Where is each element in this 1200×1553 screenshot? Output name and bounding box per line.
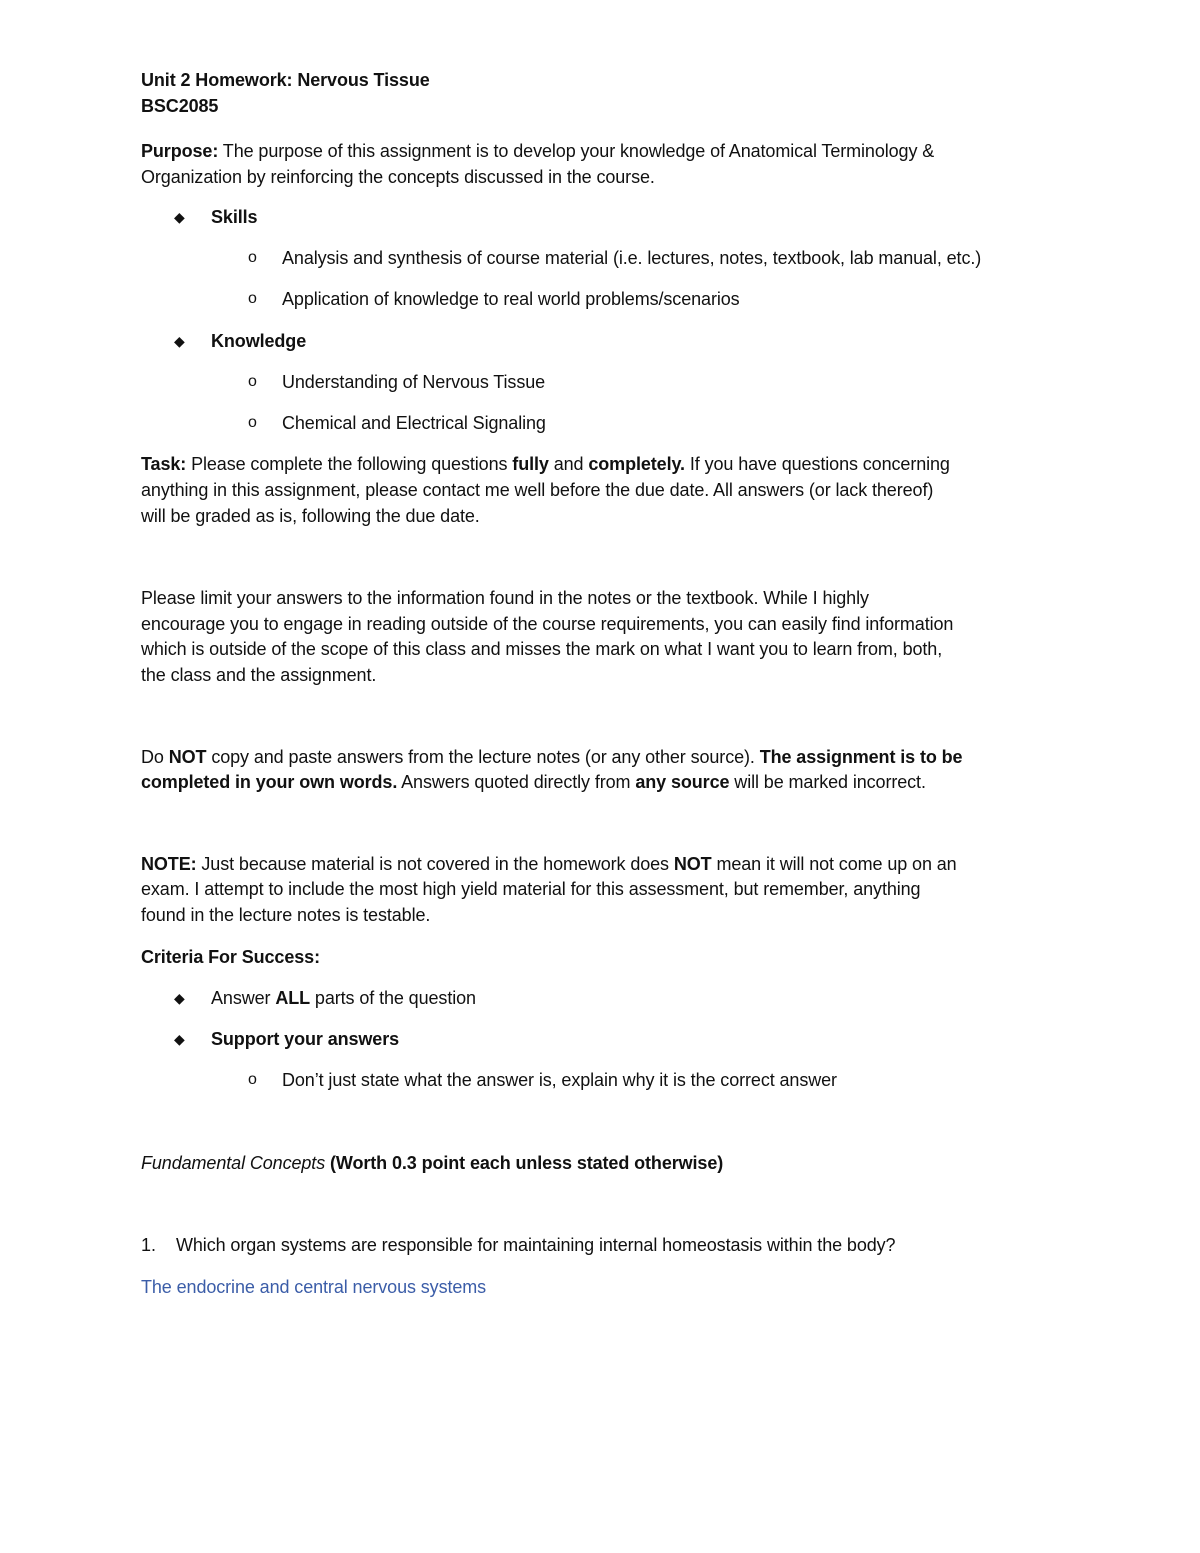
task-label: Task: xyxy=(141,454,187,474)
copy-line-1: Do NOT copy and paste answers from the lecture notes (or any other source). The assignment is to be xyxy=(141,747,963,767)
course-code: BSC2085 xyxy=(141,96,219,116)
bullet-icon: ◆ xyxy=(174,209,185,225)
limit-line-1: Please limit your answers to the information found in the notes or the textbook. While I highly xyxy=(141,588,869,608)
criteria-item-2: Support your answers xyxy=(211,1029,400,1049)
skills-label: Skills xyxy=(211,207,258,227)
bullet-icon: ◆ xyxy=(174,990,185,1006)
document-title: Unit 2 Homework: Nervous Tissue xyxy=(141,70,430,90)
bullet-icon: ◆ xyxy=(174,333,185,349)
criteria-sub-item: Don’t just state what the answer is, explain why it is the correct answer xyxy=(282,1070,837,1090)
knowledge-item-2: Chemical and Electrical Signaling xyxy=(282,413,546,433)
criteria-item-1: Answer ALL parts of the question xyxy=(211,988,476,1008)
knowledge-item-1: Understanding of Nervous Tissue xyxy=(282,372,546,392)
criteria-heading: Criteria For Success: xyxy=(141,947,320,967)
limit-line-2: encourage you to engage in reading outside of the course requirements, you can easily find information xyxy=(141,614,954,634)
bullet-icon: ◆ xyxy=(174,1031,185,1047)
circle-bullet-icon: o xyxy=(248,414,257,431)
note-label: NOTE: xyxy=(141,854,197,874)
knowledge-label: Knowledge xyxy=(211,331,307,351)
question-1-answer: The endocrine and central nervous systems xyxy=(141,1277,487,1297)
question-number: 1. xyxy=(141,1235,157,1255)
purpose-label: Purpose: xyxy=(141,141,219,161)
task-line-1: Task: Please complete the following questions fully and completely. If you have questions concerning xyxy=(141,454,950,474)
task-line-3: will be graded as is, following the due date. xyxy=(141,506,480,526)
limit-line-4: the class and the assignment. xyxy=(141,665,377,685)
skills-item-2: Application of knowledge to real world problems/scenarios xyxy=(282,289,740,309)
circle-bullet-icon: o xyxy=(248,373,257,390)
copy-line-2: completed in your own words. Answers quoted directly from any source will be marked incorrect. xyxy=(141,772,926,792)
circle-bullet-icon: o xyxy=(248,290,257,307)
circle-bullet-icon: o xyxy=(248,249,257,266)
skills-item-1: Analysis and synthesis of course material (i.e. lectures, notes, textbook, lab manual, etc.) xyxy=(282,248,982,268)
task-line-2: anything in this assignment, please contact me well before the due date. All answers (or lack thereof) xyxy=(141,480,934,500)
purpose-line-1: Purpose: The purpose of this assignment is to develop your knowledge of Anatomical Terminology & xyxy=(141,141,935,161)
circle-bullet-icon: o xyxy=(248,1071,257,1088)
note-line-3: found in the lecture notes is testable. xyxy=(141,905,431,925)
note-line-2: exam. I attempt to include the most high yield material for this assessment, but remember, anything xyxy=(141,879,921,899)
note-line-1: NOTE: Just because material is not covered in the homework does NOT mean it will not come up on an xyxy=(141,854,957,874)
section-heading: Fundamental Concepts (Worth 0.3 point each unless stated otherwise) xyxy=(141,1153,724,1173)
purpose-line-2: Organization by reinforcing the concepts discussed in the course. xyxy=(141,167,655,187)
question-1-text: Which organ systems are responsible for maintaining internal homeostasis within the body? xyxy=(176,1235,896,1255)
limit-line-3: which is outside of the scope of this class and misses the mark on what I want you to learn from, both, xyxy=(141,639,943,659)
